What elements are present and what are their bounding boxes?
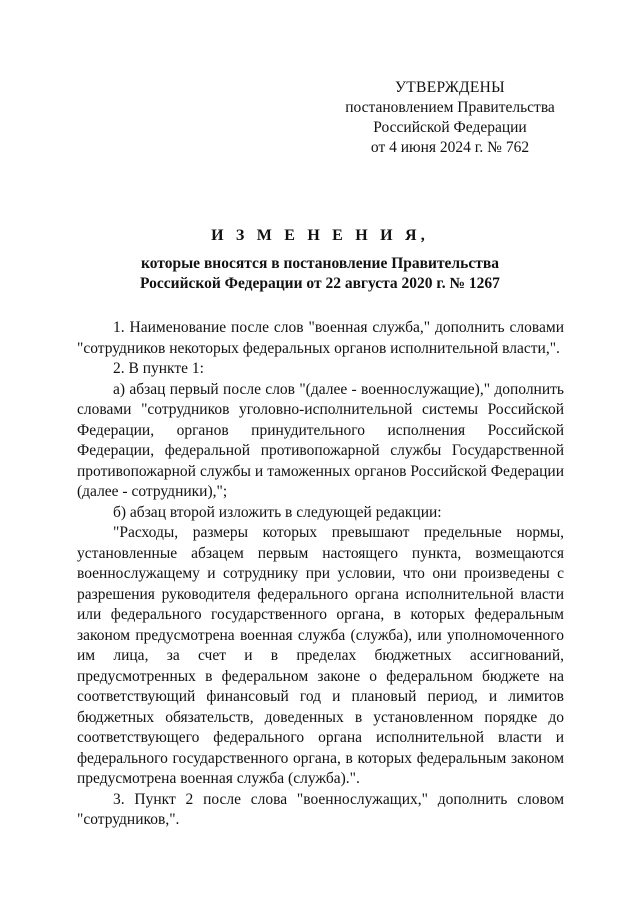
document-title xyxy=(60,226,580,294)
approval-date-line: от 4 июня 2024 г. № 762 xyxy=(370,139,530,156)
document-body xyxy=(77,318,564,831)
paragraph: а) абзац первый после слов "(далее - военнослужащие)," дополнить словами "сотрудников уголовно-исполнительной системы Российской Федерации, органов принудительного исполнения Российской Федерации, федеральной противопожарной службы Государственной противопожарной службы и таможенных органов Российской Федерации (далее - сотрудники),"; xyxy=(77,380,564,500)
paragraph: "Расходы, размеры которых превышают предельные нормы, установленные абзацем первым настоящего пункта, возмещаются военнослужащему и сотруднику при условии, что они произведены с разрешения руководителя федерального органа исполнительной власти или федерального государственного органа, в которых федеральным законом предусмотрена военная служба (служба), или уполномоченного им лица, за счет и в пределах бюджетных ассигнований, предусмотренных в федеральном законе о федеральном бюджете на соответствующий финансовый год и плановый период, и лимитов бюджетных обязательств, доведенных в установленном порядке до соответствующего федерального органа исполнительной власти и федерального государственного органа, в которых федеральным законом предусмотрена военная служба (служба).". xyxy=(77,524,564,787)
approval-line: постановлением Правительства xyxy=(345,99,555,116)
paragraph: б) абзац второй изложить в следующей редакции: xyxy=(113,503,442,521)
approval-stamp xyxy=(340,78,560,158)
approval-heading: УТВЕРЖДЕНЫ xyxy=(395,79,505,96)
title-subtitle: которые вносятся в постановление Правительства xyxy=(141,255,499,272)
paragraph: 2. В пункте 1: xyxy=(113,360,204,377)
title-subtitle: Российской Федерации от 22 августа 2020 г. № 1267 xyxy=(140,275,500,292)
approval-line: Российской Федерации xyxy=(373,119,527,136)
paragraph: 1. Наименование после слов "военная служба," дополнить словами "сотрудников некоторых федеральных органов исполнительной власти,". xyxy=(77,319,564,357)
paragraph: 3. Пункт 2 после слова "военнослужащих," дополнить словом "сотрудников,". xyxy=(77,790,564,828)
title-main: И З М Е Н Е Н И Я, xyxy=(211,227,429,244)
